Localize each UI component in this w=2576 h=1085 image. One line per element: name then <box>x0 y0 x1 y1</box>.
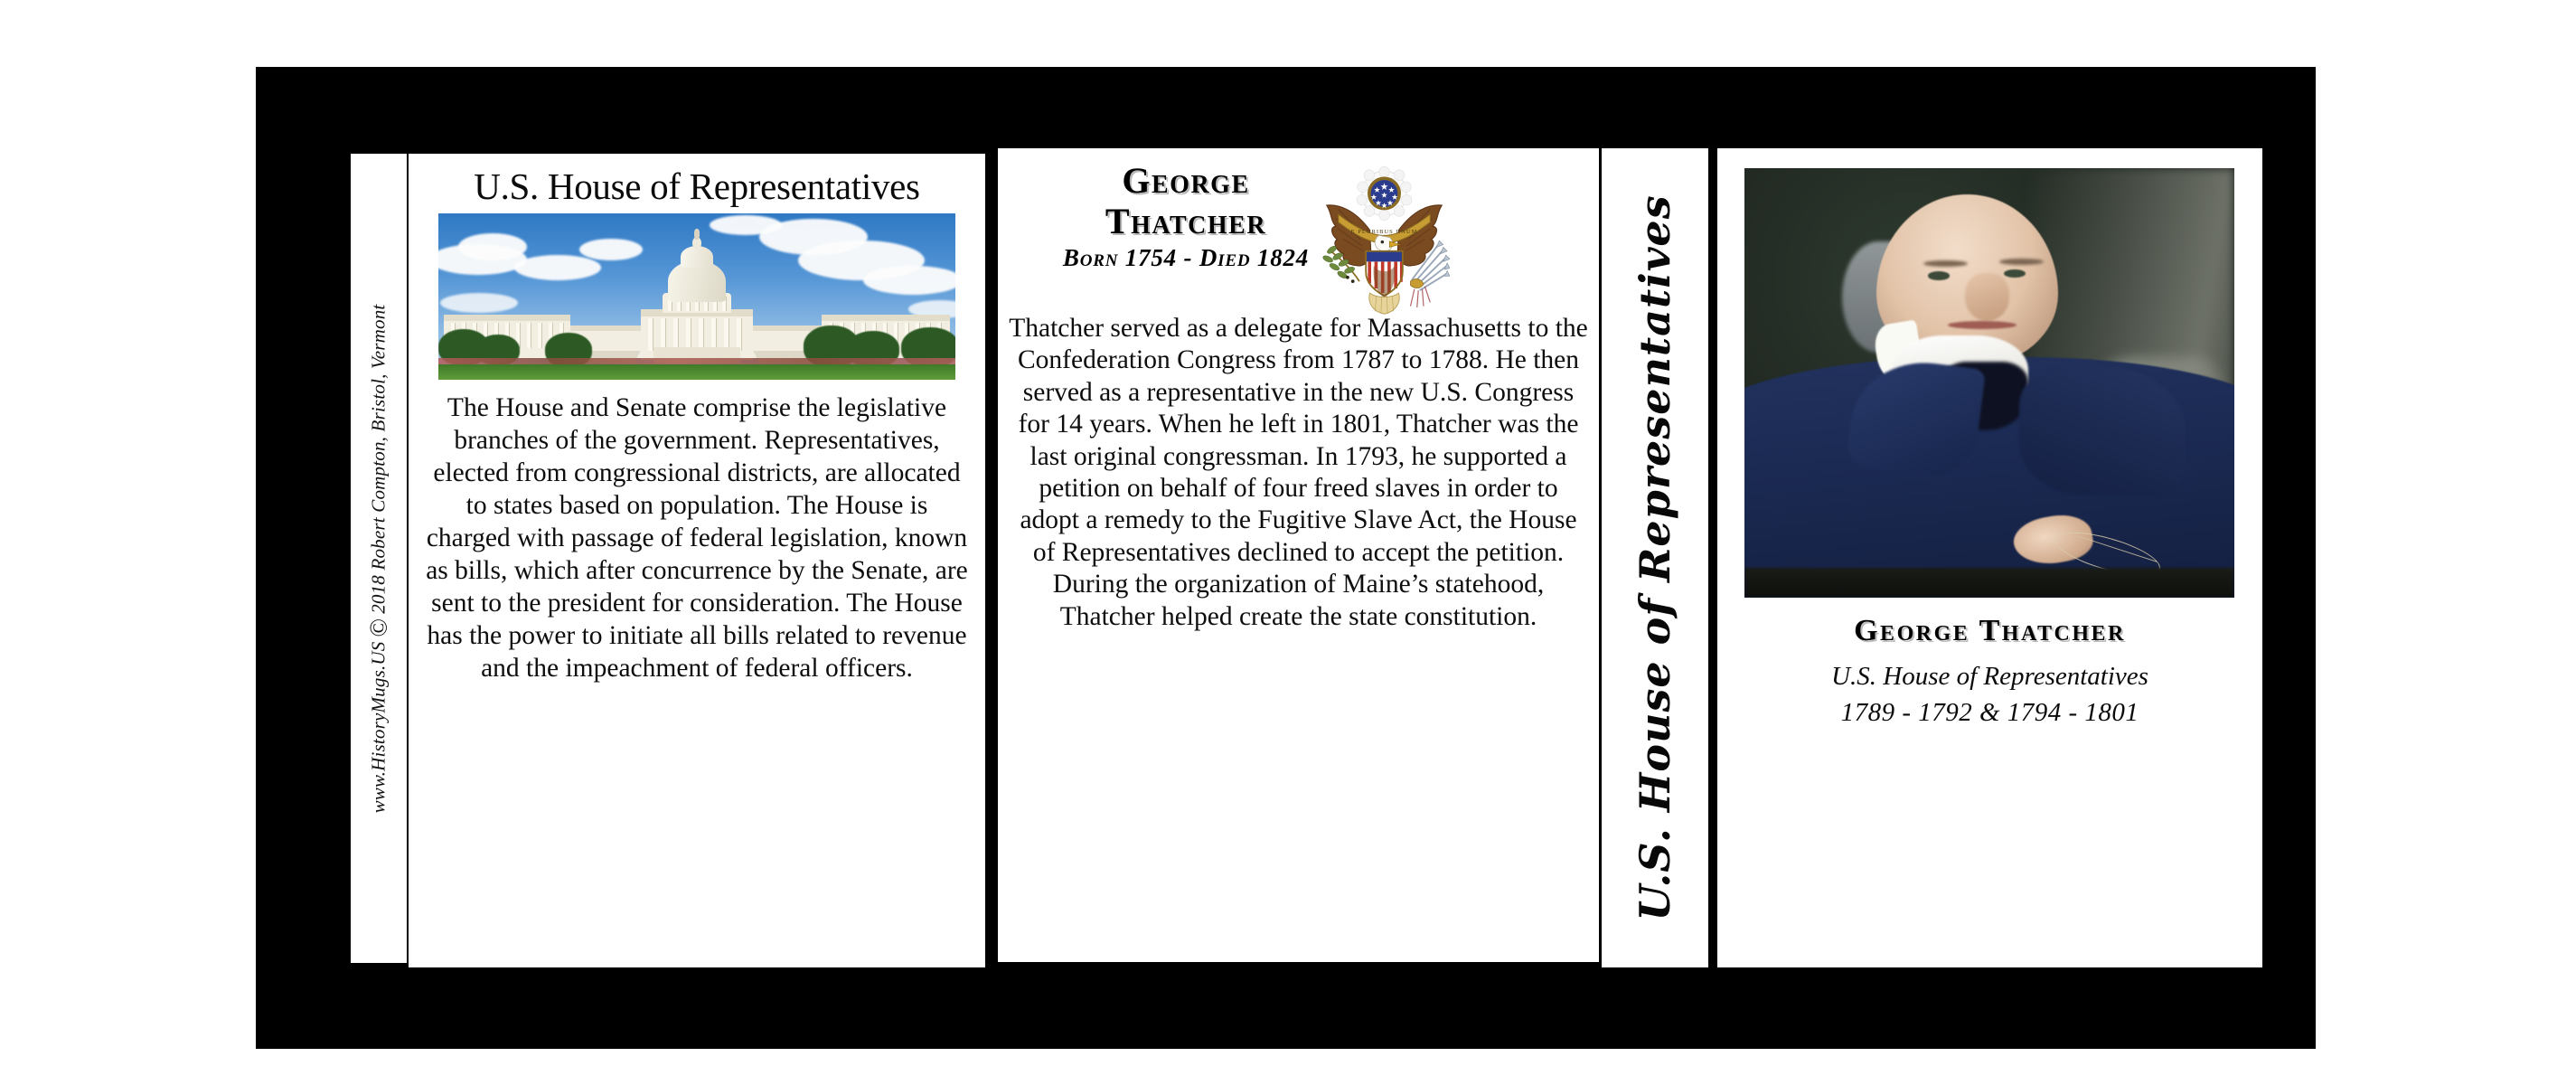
column <box>737 318 742 351</box>
portrait-caption-name: George Thatcher <box>1854 614 2126 647</box>
column <box>724 318 729 351</box>
copyright-notice <box>365 304 393 813</box>
column <box>648 318 653 351</box>
website-url: www.HistoryMugs.US <box>367 641 390 813</box>
cloud <box>514 255 601 280</box>
george-thatcher-portrait <box>1744 168 2234 598</box>
portrait-panel <box>1717 148 2262 967</box>
house-panel-title: U.S. House of Representatives <box>474 165 920 207</box>
cloud <box>710 215 782 235</box>
vertical-script-panel <box>1602 148 1708 967</box>
connector-cornice <box>570 326 641 331</box>
eye <box>2004 269 2026 278</box>
nose <box>1965 273 2009 320</box>
wing-cornice <box>444 315 570 321</box>
us-capitol-building-photo <box>438 213 955 380</box>
vertical-script-title: U.S. House of Representatives <box>1631 194 1679 921</box>
copyright-symbol-icon: © <box>364 618 392 637</box>
column <box>527 323 531 348</box>
motto-text: E PLURIBUS UNUM <box>1350 229 1418 236</box>
column <box>699 318 704 351</box>
portrait-caption-office: U.S. House of Representatives <box>1831 662 2148 691</box>
column <box>673 318 679 351</box>
eye <box>1928 271 1950 280</box>
great-seal-of-the-united-states-icon <box>1319 166 1450 316</box>
house-panel-body-text: The House and Senate comprise the legislative branches of the government. Representatives, elected from congressional districts, are allocated to states based on population. The House is charged with passage of federal legislation, known as bills, which after concurrence by the Senate, are sent to the president for consideration. The House has the power to initiate all bills related to revenue and the impeachment of federal officers. <box>426 393 968 683</box>
cloud <box>863 266 955 295</box>
column <box>538 323 542 348</box>
house-of-representatives-panel <box>409 154 985 967</box>
table-edge <box>1744 568 2234 598</box>
birth-death-dates: Born 1754 - Died 1824 <box>1062 244 1310 271</box>
column <box>686 318 691 351</box>
biography-panel <box>998 148 1599 962</box>
mouth <box>1948 321 2017 329</box>
shoulder <box>2019 366 2186 495</box>
wing-cornice <box>822 315 950 321</box>
portrait-caption-terms: 1789 - 1792 & 1794 - 1801 <box>1840 698 2139 727</box>
cloud <box>440 293 518 313</box>
biography-body-text: Thatcher served as a delegate for Massachusetts to the Confederation Congress from 1787 to 1788. He then served as a representative in the new U.S. Congress for 14 years. When he left in 1801, Thatcher was the last original congressman. In 1793, he supported a petition on behalf of four freed slaves in order to adopt a remedy to the Fugitive Slave Act, the House of Representatives declined to accept the petition. During the organization of Maine’s statehood, Thatcher helped create the state constitution. <box>1009 314 1588 631</box>
cloud <box>458 233 527 260</box>
name-line-2: Thatcher <box>1105 200 1267 241</box>
copyright-text: 2018 Robert Compton, Bristol, Vermont <box>367 304 390 614</box>
statue-of-freedom <box>694 229 700 240</box>
eyebrow <box>1999 259 2044 265</box>
cloud <box>579 239 643 260</box>
name-line-1: George <box>1122 160 1250 201</box>
capitol-lawn <box>438 364 955 380</box>
copyright-strip-panel <box>351 154 407 963</box>
column <box>661 318 666 351</box>
biography-name <box>1005 161 1367 242</box>
column <box>711 318 717 351</box>
